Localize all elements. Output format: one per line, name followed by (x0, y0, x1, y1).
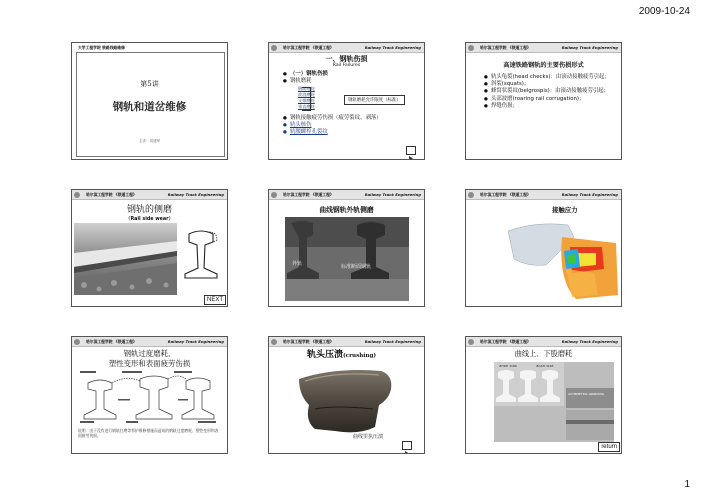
slide-subtitle: （Rail side wear） (125, 217, 174, 222)
school-logo-icon (271, 192, 277, 198)
slide-header-left: 大学工程学院 铁路线路维修 (78, 45, 125, 50)
slide-header-left: 哈尔滨工程学院 《铁道工程》 (480, 45, 531, 50)
bullet-item: ● 钢轨接触疲劳伤损（疲劳裂纹、剥落） (283, 115, 423, 122)
school-logo-icon (271, 45, 277, 51)
page-date: 2009-10-24 (638, 6, 690, 17)
next-button[interactable]: NEXT (204, 295, 226, 305)
rail-defects-diagram (78, 369, 221, 425)
bullet-item: ● 轨头龟裂(head checks)：由滚动接触疲劳引起； (484, 74, 614, 81)
bullet-item: ● 蜂窝状裂纹(belgrospis)：由滚动接触疲劳引起； (484, 88, 614, 95)
slide-header-right: Railway Track Engineering (167, 339, 224, 344)
rail-side-wear-photo (74, 223, 177, 295)
photo-caption: 曲线里执压溃 (353, 434, 384, 440)
return-button[interactable]: return (598, 442, 620, 452)
bullet-link-head-defect[interactable]: ● 轨头核伤 (283, 122, 423, 129)
page-number: 1 (684, 479, 690, 490)
crushed-rail-head-photo (295, 365, 395, 437)
slide-header-left: 哈尔滨工程学院 《铁道工程》 (283, 339, 334, 344)
diagram-note: 说明：由于没有进行钢轨打磨等养护维修措施而造成的钢轨过度磨耗、塑性变形和表面疲劳伤损。 (78, 428, 219, 438)
slide-header-right: Railway Track Engineering (561, 45, 618, 50)
slide-header-left: 哈尔滨工程学院 《铁道工程》 (86, 339, 137, 344)
slide-5-outer-rail-wear (268, 189, 425, 307)
slide-8-crushing (268, 336, 425, 454)
slide-subtitle: Rail Failures (332, 63, 361, 68)
course-title: 钢轨和道岔维修 (112, 101, 187, 113)
sub-link-vertical-wear[interactable]: 垂直磨耗 (298, 104, 315, 109)
slide-header-left: 哈尔滨工程学院 《铁道工程》 (480, 192, 531, 197)
slide-header-left: 哈尔滨工程学院 《铁道工程》 (283, 45, 334, 50)
slide-7-excess-wear (71, 336, 228, 454)
school-logo-icon (271, 339, 277, 345)
rail-profile-diagram (179, 228, 223, 286)
bullet-item: ● 焊缝伤损； (484, 103, 614, 110)
lecture-number: 第5讲 (140, 80, 159, 88)
slide-header-right: Railway Track Engineering (364, 192, 421, 197)
sub-link-support-wear[interactable]: 支撑磨耗 (298, 98, 315, 103)
section-heading: ● （一）钢轨伤损 (283, 71, 423, 78)
bullet-link-bolt-hole[interactable]: ● 轨腰螺栓孔裂纹 (283, 129, 423, 136)
slide-title: 钢轨的侧磨 (126, 205, 172, 215)
nav-next-button[interactable] (402, 441, 412, 450)
outer-rail-label: 外轨 (292, 261, 303, 267)
bullet-item: ● 钢轨磨耗 (283, 78, 423, 85)
slide-title: 接触应力 (552, 206, 578, 214)
slide-header-right: Railway Track Engineering (364, 45, 421, 50)
bullet-item: ● 斜裂(squats)； (484, 81, 614, 88)
profile-label-b: #GSH 3165 (536, 364, 554, 368)
sub-link-corrugation[interactable]: 波浪磨耗 (298, 92, 315, 97)
slide-title-line1: 钢轨过度磨耗、 (123, 349, 176, 358)
lecturer-name: 主讲：刘建军 (138, 139, 161, 143)
school-logo-icon (74, 192, 80, 198)
slide-title: 高速铁路钢轨的主要伤损形式 (503, 62, 584, 69)
rail-grinding-profiles-photo (494, 362, 614, 442)
school-logo-icon (468, 45, 474, 51)
nav-next-button[interactable] (406, 146, 416, 155)
sub-link-side-wear[interactable]: 侧面磨耗 (298, 86, 315, 91)
profile-label-a: #HRH 3180 (499, 364, 517, 368)
slide-header-right: Railway Track Engineering (561, 339, 618, 344)
worn-rail-section-photo (285, 217, 409, 301)
slide-1-title (71, 42, 228, 160)
slide-title: 曲线上、下股磨耗 (514, 349, 573, 358)
school-logo-icon (468, 192, 474, 198)
school-logo-icon (74, 339, 80, 345)
standard-rail-label: 标准断面钢轨 (341, 264, 372, 270)
slide-2-rail-failures (268, 42, 425, 160)
slide-3-highspeed-failures (465, 42, 622, 160)
grinding-label: ASYMMETRIC GRINDING (568, 392, 605, 396)
slide-title-en: (crushing) (343, 353, 377, 359)
slide-header-left: 哈尔滨工程学院 《铁道工程》 (480, 339, 531, 344)
school-logo-icon (468, 339, 474, 345)
slide-title: 曲线钢轨外轨侧磨 (319, 206, 374, 214)
slide-header-left: 哈尔滨工程学院 《铁道工程》 (283, 192, 334, 197)
slide-title: 轨头压溃 (307, 350, 344, 360)
slide-4-side-wear (71, 189, 228, 307)
slide-header-right: Railway Track Engineering (364, 339, 421, 344)
slide-header-left: 哈尔滨工程学院 《铁道工程》 (86, 192, 137, 197)
slide-header-right: Railway Track Engineering (167, 192, 224, 197)
slide-header-right: Railway Track Engineering (561, 192, 618, 197)
slide-9-curve-wear (465, 336, 622, 454)
brace-bracket (302, 87, 311, 111)
contact-stress-fea-plot (506, 217, 619, 305)
slide-title: 一、钢轨伤损 (325, 55, 368, 63)
wear-limit-callout: 钢轨磨耗允许限度（标准） (344, 95, 405, 105)
slide-title-line2: 塑性变形和表面疲劳伤损 (108, 359, 191, 368)
bullet-item: ● 头部波磨(roaring rail corrugation)； (484, 96, 614, 103)
slide-6-contact-stress (465, 189, 622, 307)
